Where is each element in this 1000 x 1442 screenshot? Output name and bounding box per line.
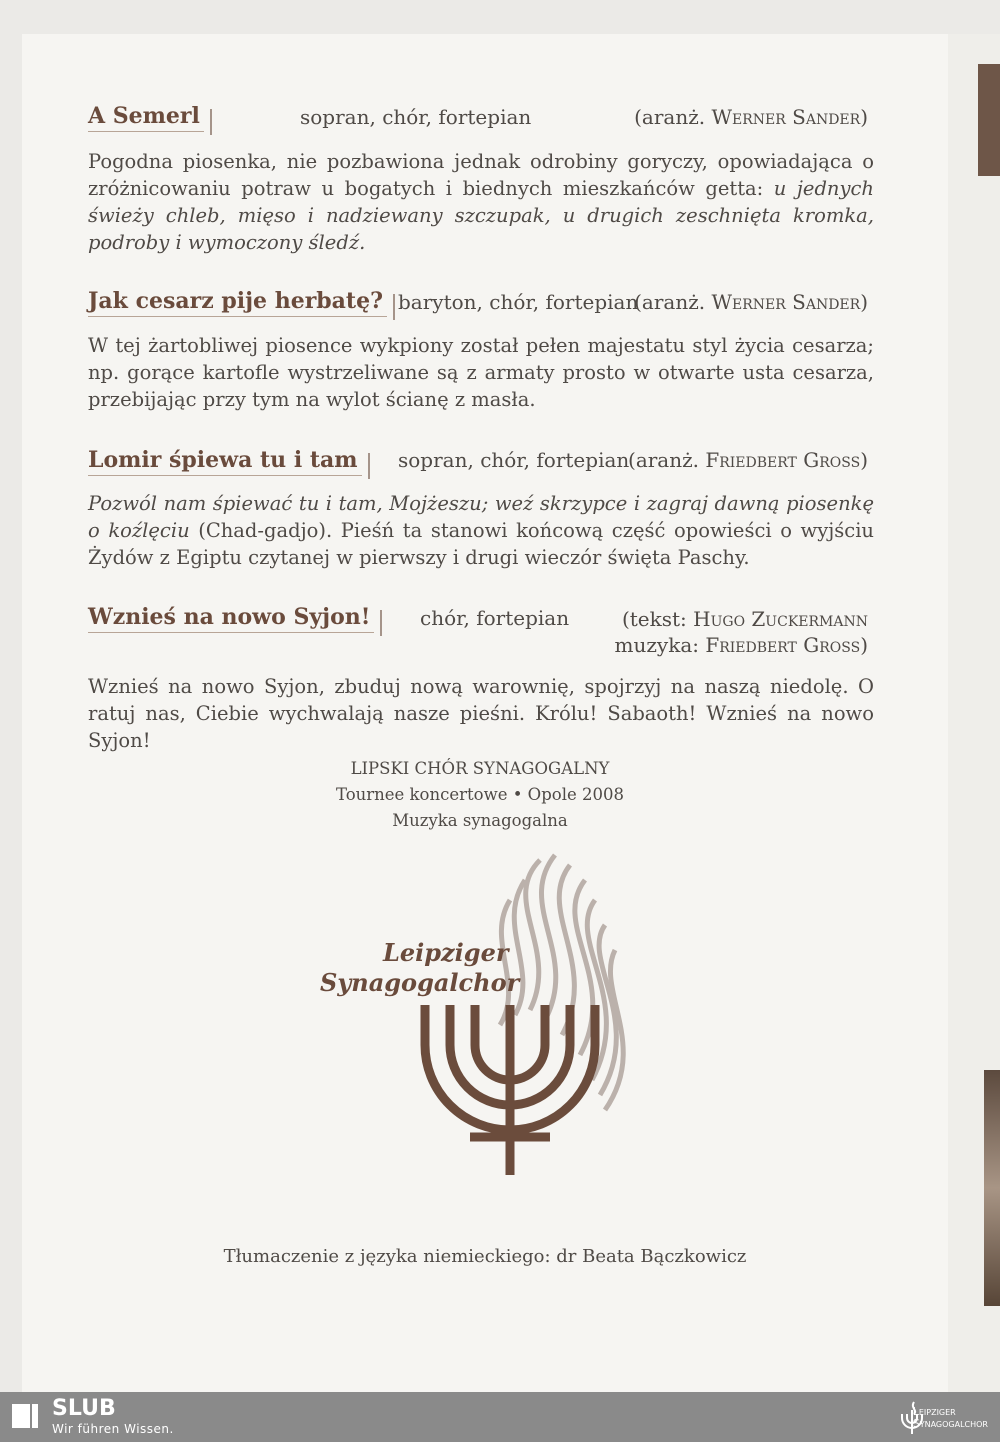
- description-text: Wznieś na nowo Syjon, zbuduj nową warownię, spojrzyj na naszą niedolę. O ratuj nas, Ciebie wychwalają nasze pieśni. Królu! Sabaoth! Wznieś na nowo Syjon!: [88, 675, 874, 752]
- description-quote: u jednych świeży chleb, mięso i nadziewany szczupak, u drugich zeschnięta kromka, podroby i wymoczony śledź.: [88, 177, 874, 254]
- imprint-tour: Tournee koncertowe • Opole 2008: [335, 785, 624, 804]
- description-text: (Chad-gadjo). Pieśń ta stanowi końcową część opowieści o wyjściu Żydów z Egiptu czytanej w pierwszy i drugi wieczór święta Paschy.: [88, 519, 874, 569]
- song-header: [88, 447, 362, 476]
- slub-book-icon: [10, 1400, 40, 1432]
- imprint-subtitle: Muzyka synagogalna: [392, 811, 568, 830]
- choir-footer-line1: Leipziger: [912, 1405, 956, 1418]
- choir-footer-line2: Synagogalchor: [912, 1417, 988, 1430]
- arranger-prefix: (aranż.: [628, 448, 706, 472]
- song-arranger: [634, 290, 868, 314]
- imprint: [230, 756, 730, 834]
- song-description: [88, 673, 874, 754]
- logo-text-line2: Synagogalchor: [320, 968, 520, 997]
- description-text: W tej żartobliwej piosence wykpiony został pełen majestatu styl życia cesarza; np. gorące kartofle wystrzeliwane są z armaty prosto w otwarte usta cesarza, przebijając przy tym na wylot ścianę z masła.: [88, 334, 874, 411]
- song-description: [88, 148, 874, 256]
- song-header: [88, 103, 204, 132]
- composer-name: Friedbert Gross: [705, 633, 861, 657]
- lyricist-label: (tekst:: [621, 607, 694, 631]
- song-arranger: [628, 448, 868, 472]
- song-description: [88, 332, 874, 413]
- arranger-name: Werner Sander: [711, 105, 861, 129]
- description-quote: Pozwól nam śpiewać tu i tam, Mojżeszu; weź skrzypce i zagraj dawną piosenkę o koźlęciu: [88, 492, 874, 542]
- song-title: A Semerl: [88, 103, 204, 132]
- song-voices: chór, fortepian: [420, 606, 570, 630]
- song-description: [88, 490, 874, 571]
- description-text: Pogodna piosenka, nie pozbawiona jednak odrobiny goryczy, opowiadająca o zróżnicowaniu potraw u bogatych i biednych mieszkańców getta:: [88, 150, 874, 200]
- song-voices: baryton, chór, fortepian: [398, 290, 639, 314]
- lyricist-name: Hugo Zuckermann: [693, 607, 868, 631]
- song-header: [88, 604, 374, 633]
- composer-line: [615, 632, 868, 658]
- imprint-choir: LIPSKI CHÓR SYNAGOGALNY: [350, 759, 610, 778]
- logo-text-line1: Leipziger: [383, 938, 509, 967]
- slub-tagline: Wir führen Wissen.: [52, 1422, 174, 1436]
- song-credits: [615, 606, 868, 658]
- song-arranger: [634, 105, 868, 129]
- composer-suffix: ): [860, 633, 868, 657]
- arranger-prefix: (aranż.: [634, 105, 712, 129]
- menorah-logo-icon: [300, 840, 680, 1190]
- menorah-small-icon: [898, 1400, 926, 1436]
- footer-bar: [0, 1392, 1000, 1442]
- arranger-suffix: ): [860, 105, 868, 129]
- song-header: [88, 288, 387, 317]
- composer-label: muzyka:: [614, 633, 706, 657]
- translation-credit: Tłumaczenie z języka niemieckiego: dr Beata Bączkowicz: [223, 1246, 747, 1267]
- arranger-suffix: ): [860, 448, 868, 472]
- song-title: Lomir śpiewa tu i tam: [88, 447, 362, 476]
- song-title: Jak cesarz pije herbatę?: [88, 288, 387, 317]
- lyricist-line: [615, 606, 868, 632]
- slub-logo-text: SLUB: [52, 1396, 116, 1421]
- arranger-suffix: ): [860, 290, 868, 314]
- adjacent-page-photo: [984, 1070, 1000, 1306]
- song-title: Wznieś na nowo Syjon!: [88, 604, 374, 633]
- arranger-name: Friedbert Gross: [705, 448, 861, 472]
- adjacent-page-image: [978, 64, 1000, 176]
- song-voices: sopran, chór, fortepian: [398, 448, 630, 472]
- arranger-name: Werner Sander: [711, 290, 861, 314]
- arranger-prefix: (aranż.: [634, 290, 712, 314]
- song-voices: sopran, chór, fortepian: [300, 105, 532, 129]
